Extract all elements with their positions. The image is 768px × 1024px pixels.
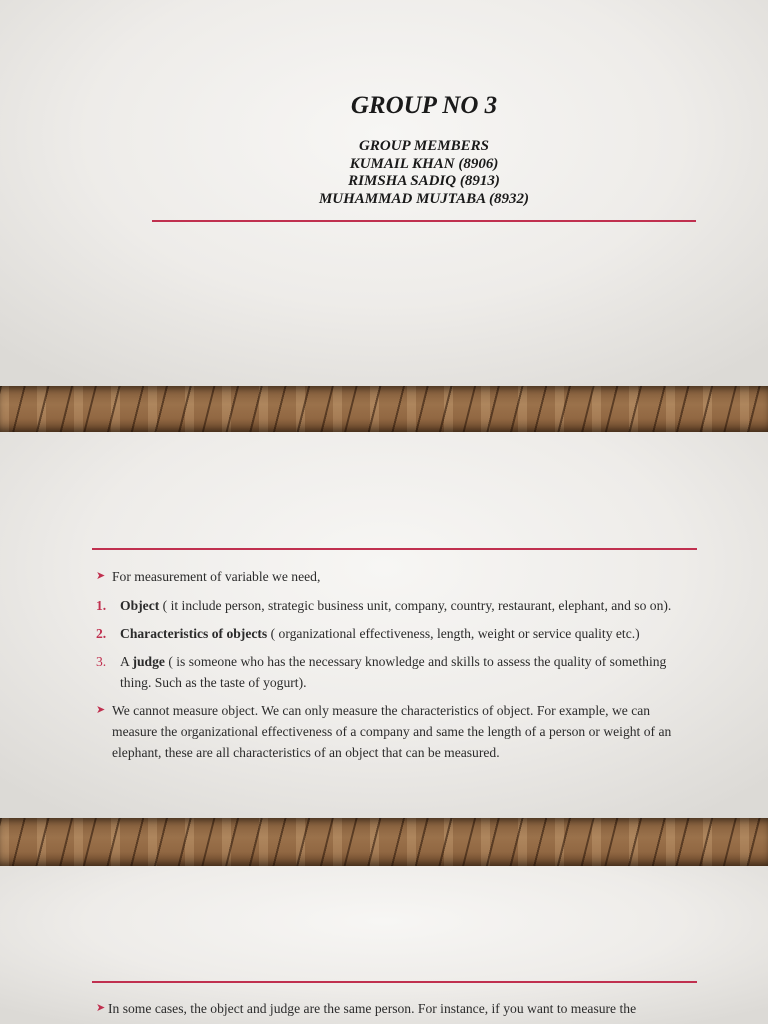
term: Characteristics of objects [120,626,268,641]
slide-1 [0,0,768,386]
definition: ( is someone who has the necessary knowledge and skills to assess the quality of something thing. Such as the taste of yogurt). [120,654,667,690]
list-item: ➤ In some cases, the object and judge are the same person. For instance, if you want to measure the [96,998,686,1019]
note-text: We cannot measure object. We can only measure the characteristics of object. For example, we can measure the organizational effectiveness of a company and same the length of a person or weight of an elephant, these are all characteristics of an object that can be measured. [112,703,672,760]
accent-divider [92,981,697,983]
slide-title: GROUP NO 3 [350,92,498,119]
term: Object [120,598,160,613]
accent-divider [152,220,696,222]
accent-divider [92,548,697,550]
slide-2 [0,432,768,818]
definition: ( it include person, strategic business unit, company, country, restaurant, elephant, and so on). [159,598,672,613]
slide-body [96,998,686,1024]
member-name: MUHAMMAD MUJTABA (8932) [318,190,530,207]
slide-3 [0,866,768,1024]
term: judge [132,654,165,669]
list-number: 2. [96,626,107,641]
member-name: RIMSHA SADIQ (8913) [348,173,500,189]
members-heading: GROUP MEMBERS [359,138,489,154]
arrow-bullet-icon: ➤ [96,570,106,582]
list-number: 3. [96,654,107,669]
wood-floor-divider [0,818,768,866]
definition: ( organizational effectiveness, length, weight or service quality etc.) [267,626,640,641]
slide-body [96,566,686,770]
list-item: ➤ For measurement of variable we need, [96,566,686,587]
arrow-bullet-icon: ➤ [96,1002,106,1014]
member-name: KUMAIL KHAN (8906) [349,155,499,172]
list-number: 1. [96,598,107,613]
list-item: 3. A judge ( is someone who has the necessary knowledge and skills to assess the quality of something thing. Such as the taste of yogurt). [96,651,686,693]
list-item [96,700,686,763]
list-item [96,595,686,616]
arrow-bullet-icon: ➤ [96,704,106,716]
wood-floor-divider [0,386,768,432]
list-item [96,623,686,644]
group-members-block [0,138,768,208]
